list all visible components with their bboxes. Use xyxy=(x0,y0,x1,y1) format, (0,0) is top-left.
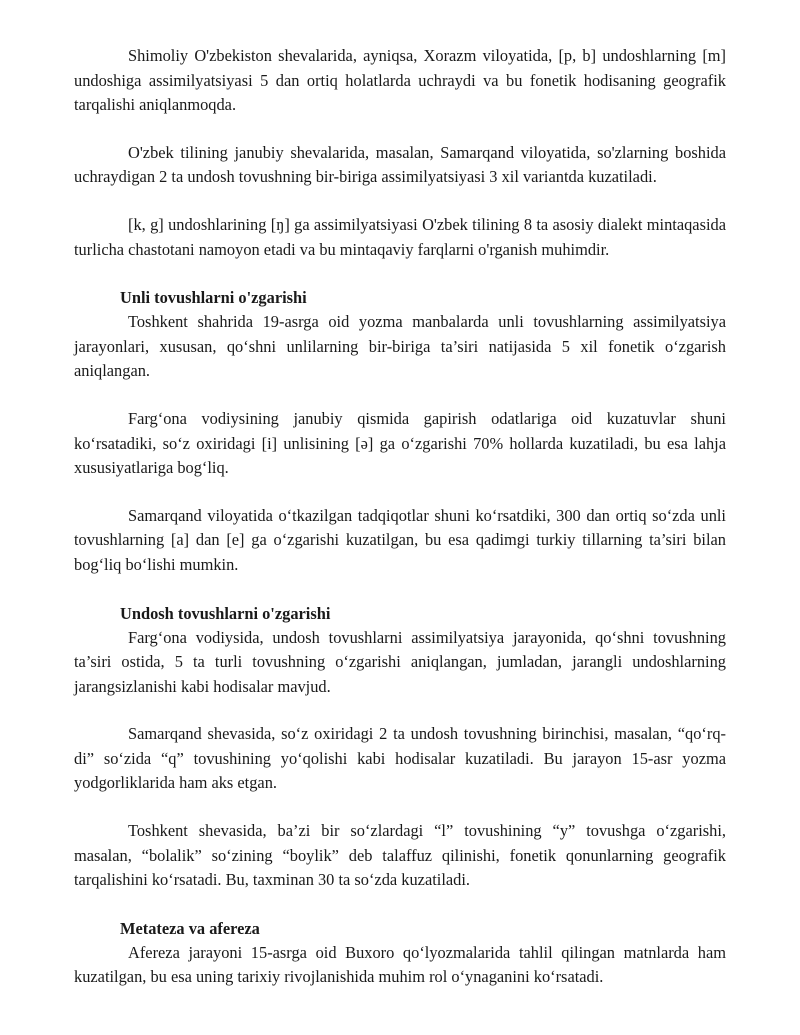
document-page xyxy=(74,44,726,990)
paragraph: O'zbek tilining janubiy shevalarida, masalan, Samarqand viloyatida, so'zlarning boshida uchraydigan 2 ta undosh tovushning bir-biriga assimilyatsiyasi 3 xil variantda kuzatiladi. xyxy=(74,142,726,187)
paragraph: Shimoliy O'zbekiston shevalarida, ayniqsa, Xorazm viloyatida, [p, b] undoshlarning [m] undoshiga assimilyatsiyasi 5 dan ortiq holatlarda uchraydi va bu fonetik hodisaning geografik tarqalishi aniqlanmoqda. xyxy=(74,46,726,115)
paragraph: Samarqand viloyatida o‘tkazilgan tadqiqotlar shuni ko‘rsatdiki, 300 dan ortiq so‘zda unli tovushlarning [a] dan [e] ga o‘zgarishi kuzatilgan, bu esa qadimgi turkiy tillarning ta’siri bilan bog‘liq bo‘lishi mumkin. xyxy=(74,505,726,574)
paragraph: Afereza jarayoni 15-asrga oid Buxoro qo‘lyozmalarida tahlil qilingan matnlarda ham kuzatilgan, bu esa uning tarixiy rivojlanishida muhim rol o‘ynaganini ko‘rsatadi. xyxy=(74,942,726,987)
paragraph: Toshkent shahrida 19-asrga oid yozma manbalarda unli tovushlarning assimilyatsiya jarayonlari, xususan, qo‘shni unlilarning bir-biriga ta’siri natijasida 5 xil fonetik o‘zgarish aniqlangan. xyxy=(74,312,726,381)
section-heading-consonants: Undosh tovushlarni o'zgarishi xyxy=(120,603,331,623)
section-heading-metathesis: Metateza va afereza xyxy=(120,918,260,938)
paragraph: Farg‘ona vodiysining janubiy qismida gapirish odatlariga oid kuzatuvlar shuni ko‘rsatadiki, so‘z oxiridagi [i] unlisining [ə] ga o‘zgarishi 70% hollarda kuzatiladi, bu esa lahja xususiyatlariga bog‘liq. xyxy=(74,408,726,478)
paragraph: Samarqand shevasida, so‘z oxiridagi 2 ta undosh tovushning birinchisi, masalan, “qo‘rq-di” so‘zida “q” tovushining yo‘qolishi kabi hodisalar kuzatiladi. Bu jarayon 15-asr yozma yodgorliklarida ham aks etgan. xyxy=(74,724,726,793)
paragraph: Farg‘ona vodiysida, undosh tovushlarni assimilyatsiya jarayonida, qo‘shni tovushning ta’siri ostida, 5 ta turli tovushning o‘zgarishi aniqlangan, jumladan, jarangli undoshlarning jarangsizlanishi kabi hodisalar mavjud. xyxy=(74,627,726,696)
paragraph: Toshkent shevasida, ba’zi bir so‘zlardagi “l” tovushining “y” tovushga o‘zgarishi, masalan, “bolalik” so‘zining “boylik” deb talaffuz qilinishi, fonetik qonunlarning geografik tarqalishini ko‘rsatadi. Bu, taxminan 30 ta so‘zda kuzatiladi. xyxy=(74,821,726,890)
paragraph: [k, g] undoshlarining [ŋ] ga assimilyatsiyasi O'zbek tilining 8 ta asosiy dialekt mintaqasida turlicha chastotani namoyon etadi va bu mintaqaviy farqlarni o'rganish muhimdir. xyxy=(74,214,726,259)
section-heading-vowels: Unli tovushlarni o'zgarishi xyxy=(120,288,307,308)
